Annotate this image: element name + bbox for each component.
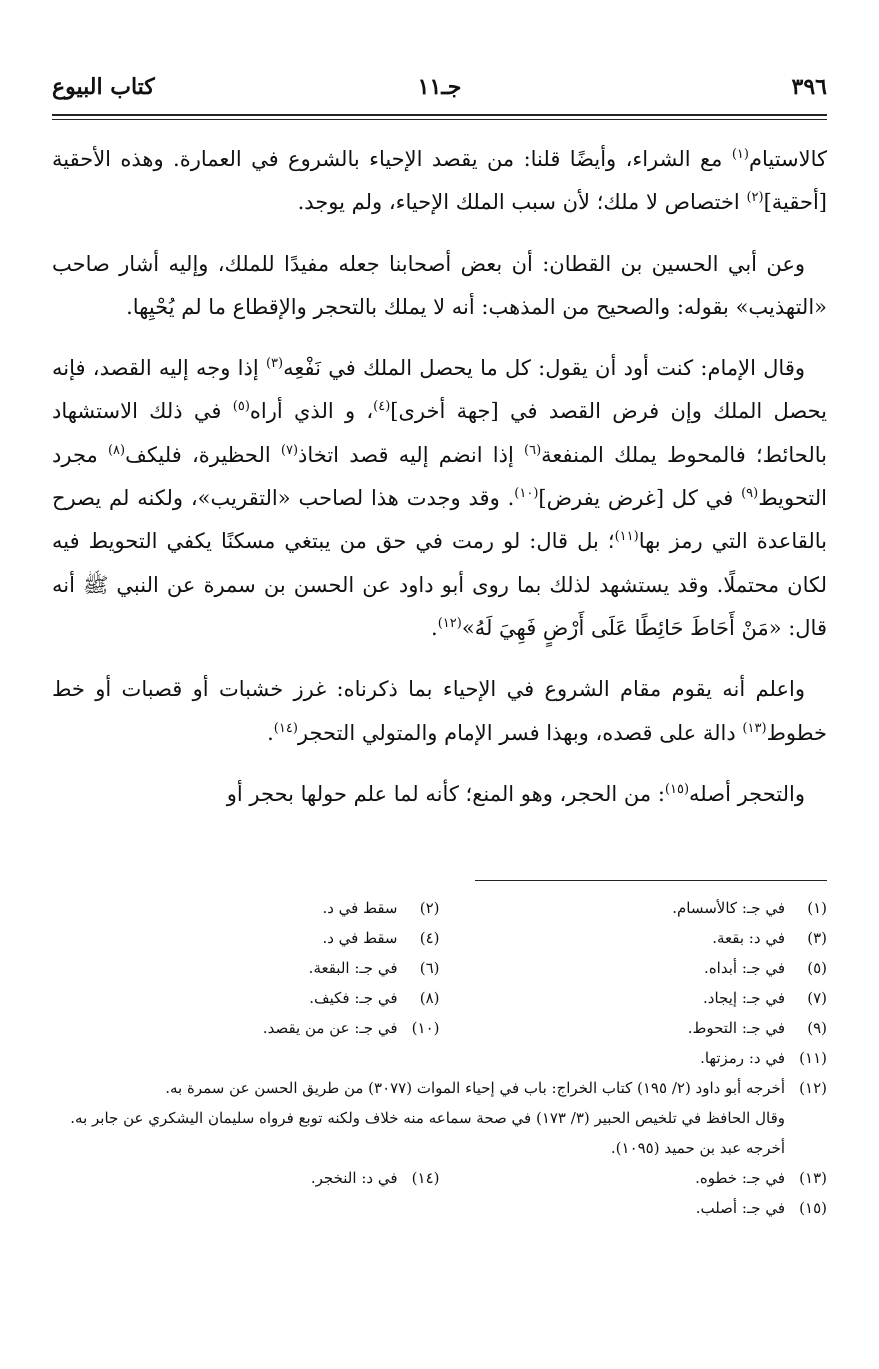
footnote-reference: (١) (731, 147, 749, 162)
text-segment: ؛ بل قال: لو رمت في حق من يبتغي مسكنًا يكفي التحويط فيه لكان محتملًا. وقد يستشهد لذلك بما روى أبو داود عن الحسن بن سمرة عن النبي ﷺ أنه قال: «مَنْ أَحَاطَ حَائِطًا عَلَى أَرْضٍ فَهِيَ لَهُ» (52, 529, 827, 640)
footnote-row (52, 1013, 827, 1043)
footnote-text: في د: بقعة. (712, 929, 785, 947)
text-segment: في كل [غرض يفرض] (538, 486, 742, 511)
text-segment: : من الحجر، وهو المنع؛ كأنه لما علم حولها بحجر أو (226, 781, 665, 806)
body-paragraph (52, 347, 827, 650)
page-number: ٣٩٦ (791, 74, 827, 100)
body-paragraph (52, 773, 827, 816)
footnote-12 (52, 1073, 827, 1103)
footnote-reference: (١٠) (514, 486, 539, 502)
footnote-number: (٦) (419, 959, 440, 977)
footnote-row (52, 953, 827, 983)
footnote-number: (٧) (807, 989, 827, 1007)
footnote-number: (١٣) (799, 1169, 827, 1187)
footnote-number: (٥) (807, 959, 827, 977)
footnote-reference: (٢) (746, 190, 764, 206)
footnote-text: في جـ: أبداه. (704, 959, 785, 977)
footnote-number: (٢) (419, 899, 440, 917)
footnote-reference: (٩) (741, 486, 759, 502)
body-paragraph (52, 668, 827, 755)
footnote-number: (٩) (807, 1019, 827, 1037)
text-segment: في ذلك الاستشهاد بالحائط؛ فالمحوط يملك المنفعة (52, 399, 827, 467)
footnote-number: (١٢) (799, 1079, 827, 1097)
footnote-reference: (٤) (373, 399, 391, 415)
text-segment: مجرد التحويط (52, 442, 827, 511)
text-segment: وعن أبي الحسين بن القطان: أن بعض أصحابنا جعله مفيدًا للملك، وإليه أشار صاحب «التهذيب» بقوله: والصحيح من المذهب: أنه لا يملك بالتحجر والإقطاع ما لم يُحْيِها. (52, 251, 827, 319)
footnote-text: أخرجه أبو داود (٢/ ١٩٥) كتاب الخراج: باب في إحياء الموات (٣٠٧٧) من طريق الحسن عن سمرة به. (165, 1079, 785, 1097)
body-paragraph (52, 138, 827, 225)
footnote-reference: (١١) (614, 529, 639, 545)
footnote-text: في جـ: البقعة. (308, 959, 398, 977)
footnote-item (52, 1013, 440, 1043)
footnote-item (440, 923, 828, 953)
footnote-11 (52, 1043, 827, 1073)
footnote-reference: (٦) (524, 442, 542, 458)
footnote-item (440, 983, 828, 1013)
footnote-row (52, 1163, 827, 1193)
footnote-text: في جـ: إيجاد. (703, 989, 785, 1007)
text-segment: اختصاص لا ملك؛ لأن سبب الملك الإحياء، ولم يوجد. (297, 190, 747, 215)
footnote-text: في جـ: كالأسسام. (672, 899, 785, 917)
footnote-text: سقط في د. (322, 899, 398, 917)
footnote-row (52, 983, 827, 1013)
text-segment: كالاستيام (748, 147, 827, 171)
text-segment: واعلم أنه يقوم مقام الشروع في الإحياء بما ذكرناه: غرز خشبات أو قصبات أو خط خطوط (52, 677, 827, 745)
body-paragraph (52, 243, 827, 330)
footnote-item (440, 1013, 828, 1043)
header-rule-thin (52, 119, 827, 120)
footnote-reference: (١٥) (664, 781, 690, 797)
footnote-item (52, 983, 440, 1013)
footnote-item (440, 893, 828, 923)
footnote-text: في جـ: خطوه. (695, 1169, 785, 1187)
footnote-reference: (١٢) (437, 615, 462, 631)
footnote-reference: (٥) (232, 399, 250, 415)
text-segment: والتحجر أصله (689, 781, 805, 806)
body-text (52, 138, 827, 834)
text-segment: إذا انضم إليه قصد اتخاذ (298, 442, 525, 467)
footnotes (52, 893, 827, 1223)
footnote-14 (52, 1163, 440, 1193)
footnote-text: في د: النخجر. (310, 1169, 398, 1187)
footnote-number: (١٠) (411, 1019, 440, 1037)
footnote-text: في د: رمزتها. (700, 1049, 785, 1067)
footnote-item (52, 923, 440, 953)
footnote-reference: (٨) (107, 442, 126, 458)
text-segment: . (431, 615, 438, 640)
text-segment: . وقد وجدت هذا لصاحب «التقريب»، ولكنه لم يصرح بالقاعدة التي رمز بها (52, 486, 828, 554)
header-rule-thick (52, 114, 827, 116)
text-segment: ، و الذي أراه (249, 399, 374, 424)
footnote-separator (475, 880, 827, 881)
text-segment: . (267, 720, 274, 745)
footnote-text: سقط في د. (322, 929, 398, 947)
footnote-13 (440, 1163, 828, 1193)
footnote-number: (١٥) (799, 1199, 827, 1217)
footnote-reference: (٧) (280, 442, 299, 458)
text-segment: إذا وجه إليه القصد، فإنه يحصل الملك وإن فرض القصد في [جهة أخرى] (52, 356, 827, 424)
footnote-text: في جـ: عن من يقصد. (262, 1019, 398, 1037)
footnote-number: (٨) (419, 989, 440, 1007)
footnote-pairs (52, 893, 827, 1043)
footnote-reference: (٣) (265, 356, 284, 372)
footnote-text: في جـ: فكيف. (309, 989, 398, 1007)
running-header (52, 72, 827, 112)
footnote-row (52, 923, 827, 953)
footnote-text: في جـ: أصلب. (695, 1199, 785, 1217)
text-segment: وقال الإمام: كنت أود أن يقول: كل ما يحصل الملك في نَفْعِه (283, 356, 806, 381)
footnote-number: (١١) (799, 1049, 827, 1067)
footnote-number: (٤) (419, 929, 440, 947)
footnote-number: (١٤) (411, 1169, 440, 1187)
footnote-item (440, 953, 828, 983)
footnote-12-continuation: وقال الحافظ في تلخيص الحبير (٣/ ١٧٣) في صحة سماعه منه خلاف ولكنه توبع فرواه سليمان اليشكري عن جابر به. (70, 1109, 785, 1127)
footnote-text: في جـ: التحوط. (687, 1019, 785, 1037)
footnote-12-continuation: أخرجه عبد بن حميد (١٠٩٥). (610, 1139, 785, 1157)
text-segment: الحظيرة، فليكف (125, 442, 281, 467)
footnote-number: (١) (807, 899, 827, 917)
text-segment: دالة على قصده، وبهذا فسر الإمام والمتولي التحجر (297, 720, 743, 745)
book-title: كتاب البيوع (52, 74, 155, 100)
footnote-number: (٣) (807, 929, 827, 947)
footnote-row (52, 893, 827, 923)
footnote-reference: (١٣) (742, 720, 767, 736)
volume-number: جـ١١ (417, 74, 462, 100)
footnote-item (52, 893, 440, 923)
footnote-15 (52, 1193, 827, 1223)
text-segment: مع الشراء، وأيضًا قلنا: من يقصد الإحياء بالشروع في العمارة. وهذه الأحقية [أحقية] (52, 147, 827, 215)
footnote-reference: (١٤) (273, 720, 298, 736)
footnote-item (52, 953, 440, 983)
